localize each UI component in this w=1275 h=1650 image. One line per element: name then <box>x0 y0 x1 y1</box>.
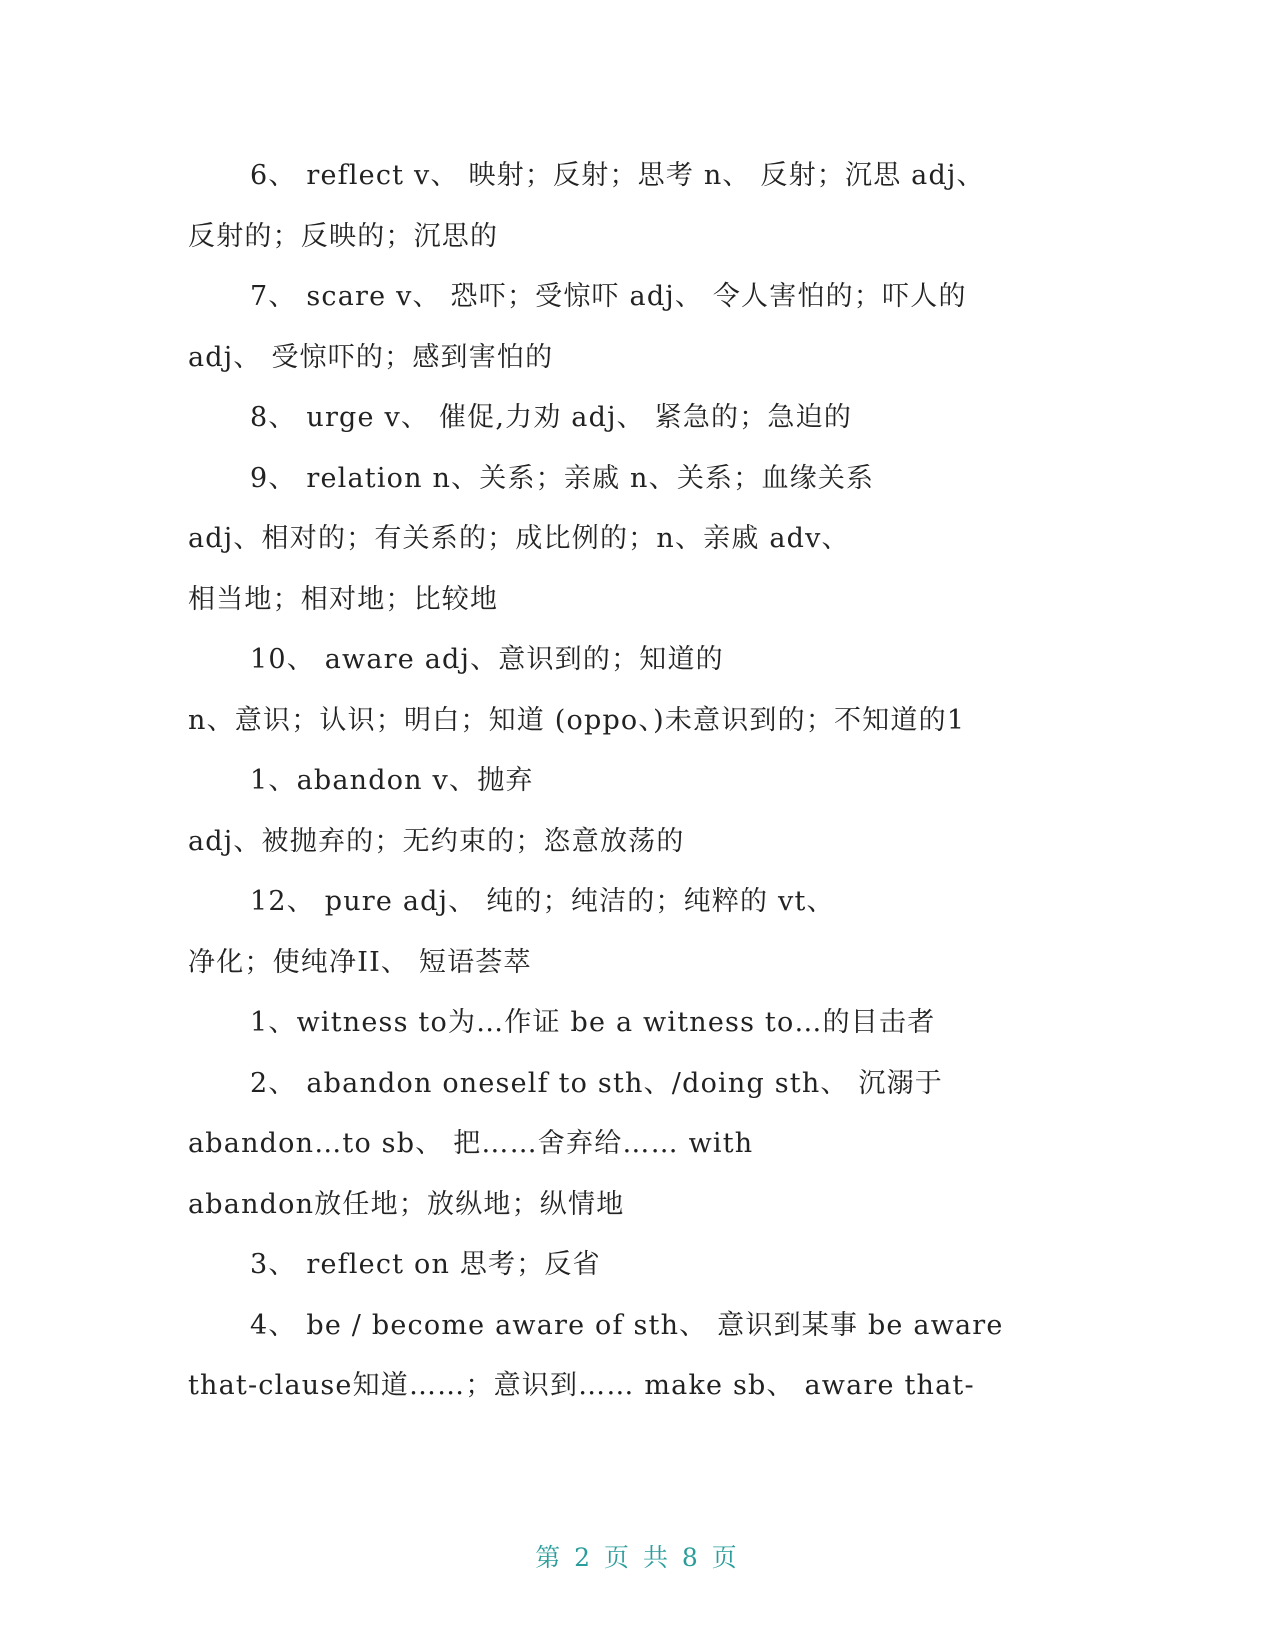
text-line: n、意识；认识；明白；知道 (oppo、)未意识到的；不知道的1 <box>188 704 966 736</box>
text-line: 10、 aware adj、意识到的；知道的 <box>250 644 724 675</box>
text-line: 7、 scare v、 恐吓；受惊吓 adj、 令人害怕的；吓人的 <box>250 281 967 312</box>
text-line: 4、 be / become aware of sth、 意识到某事 be aware <box>250 1309 1004 1341</box>
text-line: adj、相对的；有关系的；成比例的；n、亲戚 adv、 <box>188 523 850 554</box>
text-line: 1、abandon v、抛弃 <box>250 765 534 796</box>
text-line: 反射的；反映的；沉思的 <box>188 220 499 252</box>
text-line: 净化；使纯净II、 短语荟萃 <box>188 946 532 978</box>
page-number-footer: 第 2 页 共 8 页 <box>535 1543 740 1572</box>
text-line: 1、witness to为…作证 be a witness to…的目击者 <box>250 1007 936 1038</box>
text-line: abandon放任地；放纵地；纵情地 <box>188 1188 625 1220</box>
text-line: 12、 pure adj、 纯的；纯洁的；纯粹的 vt、 <box>250 886 835 917</box>
document-body <box>188 146 1088 1417</box>
text-line: 9、 relation n、关系；亲戚 n、关系；血缘关系 <box>250 462 875 494</box>
text-line: 6、 reflect v、 映射；反射；思考 n、 反射；沉思 adj、 <box>250 160 985 191</box>
text-line: adj、 受惊吓的；感到害怕的 <box>188 341 554 373</box>
text-line: 2、 abandon oneself to sth、/doing sth、 沉溺于 <box>250 1067 943 1099</box>
text-line: 相当地；相对地；比较地 <box>188 583 499 615</box>
text-line: 8、 urge v、 催促,力劝 adj、 紧急的；急迫的 <box>250 402 853 433</box>
text-line: adj、被抛弃的；无约束的；恣意放荡的 <box>188 825 685 857</box>
text-line: abandon…to sb、 把……舍弃给…… with <box>188 1128 754 1159</box>
text-line: 3、 reflect on 思考；反省 <box>250 1249 601 1280</box>
text-line: that-clause知道……；意识到…… make sb、 aware that- <box>188 1370 975 1401</box>
